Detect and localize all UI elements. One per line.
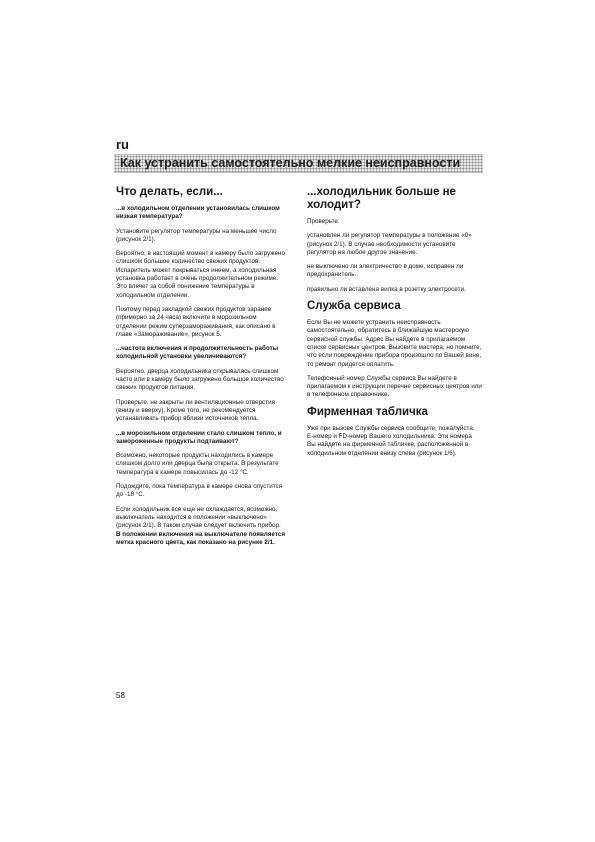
- paragraph: Установите регулятор температуры на меньшее число (рисунок 2/1).: [116, 227, 277, 243]
- service-heading: Служба сервиса: [307, 300, 401, 313]
- paragraph: Телефонный номер Службы сервиса Вы найдете в прилагаемом к инструкции перечне сервисных центров или в телефонном справочнике.: [307, 374, 482, 399]
- question-freezer-warm: ...в морозильном отделении стало слишком тепло, и замороженные продукты подтаивают?: [116, 429, 282, 445]
- paragraph: [116, 506, 287, 547]
- paragraph-bold-text: В положении включения на выключателе появляется метка красного цвета, как показано на рисунке 2/1.: [116, 530, 286, 546]
- paragraph: установлен ли регулятор температуры в положение «0» (рисунок 2/1). В случае необходимости установите регулятор на любое другое значение.: [307, 232, 472, 256]
- left-column: [116, 186, 287, 553]
- paragraph-text: Если холодильник все еще не охлаждается, возможно, выключатель находится в положении «выключено» (рисунок 2/1). В таком случае следует включить прибор.: [116, 505, 281, 530]
- paragraph: Поэтому перед закладкой свежих продуктов заранее (примерно за 24 часа) включите в морозильном отделении режим суперзамораживания, как описано в главе «Замораживание», рисунок 5.: [116, 305, 276, 338]
- paragraph: Проверьте, не закрыты ли вентиляционные отверстия (внизу и вверху). Кроме того, не рекомендуется устанавливать прибор вблизи источников тепла.: [116, 398, 275, 423]
- right-column: [307, 186, 482, 464]
- paragraph: Уже при вызове Службы сервиса сообщите, пожалуйста, Е-номер и FD-номер Вашего холодильника. Эти номера Вы найдете на фирменной табличке, расположенной в холодильном отделении внизу слева (рисунок 1/6).: [307, 424, 475, 457]
- not-cooling-heading: ...холодильник больше не холодит?: [307, 186, 456, 211]
- paragraph: правильно ли вставлена вилка в розетку электросети.: [307, 285, 466, 293]
- paragraph: Вероятно, в настоящий момент в камеру было загружено слишком большое количество свежих продуктов. Испаритель может покрываться инеем, а холодильная установка работает в очень продолжительном режиме. Это влечет за собой понижение температуры в холодильном отделении.: [116, 250, 285, 299]
- paragraph: не выключено ли электричество в доме, исправен ли предохранитель.: [307, 263, 464, 279]
- paragraph: Проверьте:: [307, 218, 340, 225]
- question-runs-longer: ...частота включения и продолжительность работы холодильной установки увеличиваются?: [116, 345, 279, 361]
- rating-plate-heading: Фирменная табличка: [307, 405, 428, 418]
- paragraph: Подождите, пока температура в камере снова опустится до -18 °С.: [116, 483, 283, 499]
- page-number: 58: [116, 691, 125, 700]
- question-too-cold: ...в холодильном отделении установилась слишком низкая температура?: [116, 205, 280, 221]
- paragraph: Возможно, некоторые продукты находились в камере слишком долго или дверца была открыта. В результате температура в камере повысилась до -12 °С.: [116, 452, 279, 476]
- language-code: ru: [116, 137, 129, 152]
- paragraph: Вероятно, дверца холодильника открывалась слишком часто или в камеру было загружено большое количество свежих продуктов питания.: [116, 367, 284, 392]
- section-banner: [114, 154, 483, 173]
- paragraph: Если Вы не можете устранить неисправность самостоятельно, обратитесь в ближайшую мастерскую сервисной службы. Адрес Вы найдете в прилагаемом списке сервисных центров. Вызовите мастера, но помните, что если повреждение прибора произошло по Вашей вине, то ремонт придется оплатить.: [307, 319, 482, 368]
- section-title: Как устранить самостоятельно мелкие неисправности: [120, 156, 461, 170]
- what-to-do-heading: Что делать, если...: [116, 186, 223, 198]
